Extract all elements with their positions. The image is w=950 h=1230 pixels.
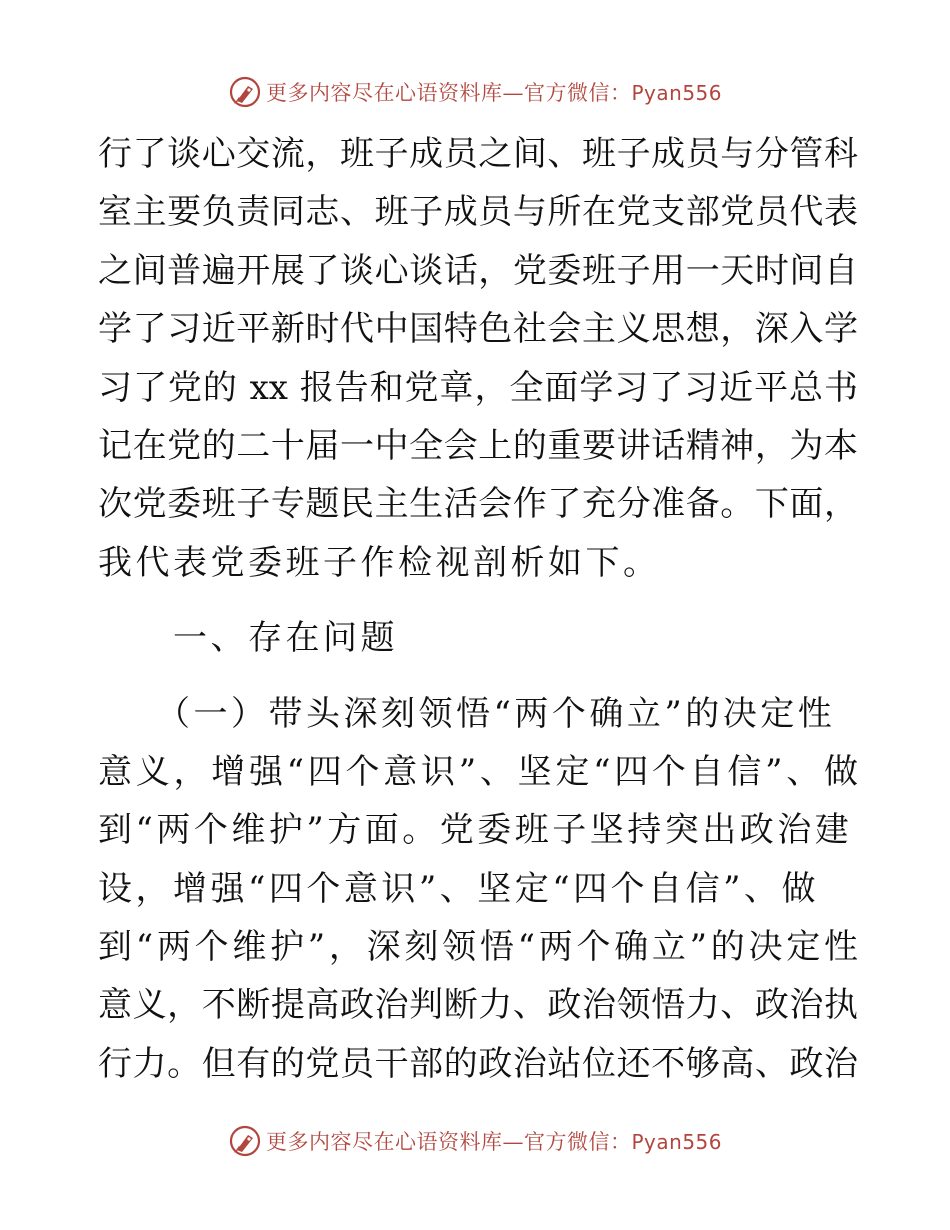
header-wechat-id: Pyan556 [631, 81, 722, 105]
paragraph-line: 到“两个维护”，深刻领悟“两个确立”的决定性 [98, 927, 858, 968]
header-banner-label: 更多内容尽在心语资料库—官方微信： [265, 81, 632, 105]
paragraph-line: 室主要负责同志、班子成员与所在党支部党员代表 [98, 192, 858, 233]
footer-banner [0, 1121, 950, 1161]
paragraph-line: 行力。但有的党员干部的政治站位还不够高、政治 [98, 1043, 858, 1084]
paragraph-line: 记在党的二十届一中全会上的重要讲话精神，为本 [98, 425, 858, 466]
footer-banner-text [266, 1126, 722, 1156]
paragraph-line: 到“两个维护”方面。党委班子坚持突出政治建 [98, 810, 853, 851]
paragraph-line: 意义，不断提高政治判断力、政治领悟力、政治执 [98, 985, 858, 1026]
document-body [98, 125, 858, 1093]
footer-banner-label: 更多内容尽在心语资料库—官方微信： [265, 1130, 632, 1154]
paragraph-line: （一）带头深刻领悟“两个确立”的决定性 [98, 693, 836, 734]
paragraph-line: 意义，增强“四个意识”、坚定“四个自信”、做 [98, 751, 858, 792]
header-banner-text [266, 77, 722, 107]
header-banner [0, 72, 950, 112]
pen-nib-logo-icon [228, 1124, 262, 1158]
paragraph-line: 习了党的 xx 报告和党章，全面学习了习近平总书 [98, 367, 858, 408]
paragraph-line: 行了谈心交流，班子成员之间、班子成员与分管科 [98, 134, 858, 174]
paragraph-line: 之间普遍开展了谈心谈话，党委班子用一天时间自 [98, 250, 858, 291]
paragraph-line: 设，增强“四个意识”、坚定“四个自信”、做 [98, 868, 820, 909]
pen-nib-logo-icon [228, 75, 262, 109]
paragraph-line: 次党委班子专题民主生活会作了充分准备。下面， [98, 484, 858, 525]
paragraph-line: 学了习近平新时代中国特色社会主义思想，深入学 [98, 309, 858, 350]
paragraph-line: 我代表党委班子作检视剖析如下。 [98, 542, 661, 583]
section-heading: 一、存在问题 [98, 618, 398, 659]
footer-wechat-id: Pyan556 [631, 1130, 722, 1154]
